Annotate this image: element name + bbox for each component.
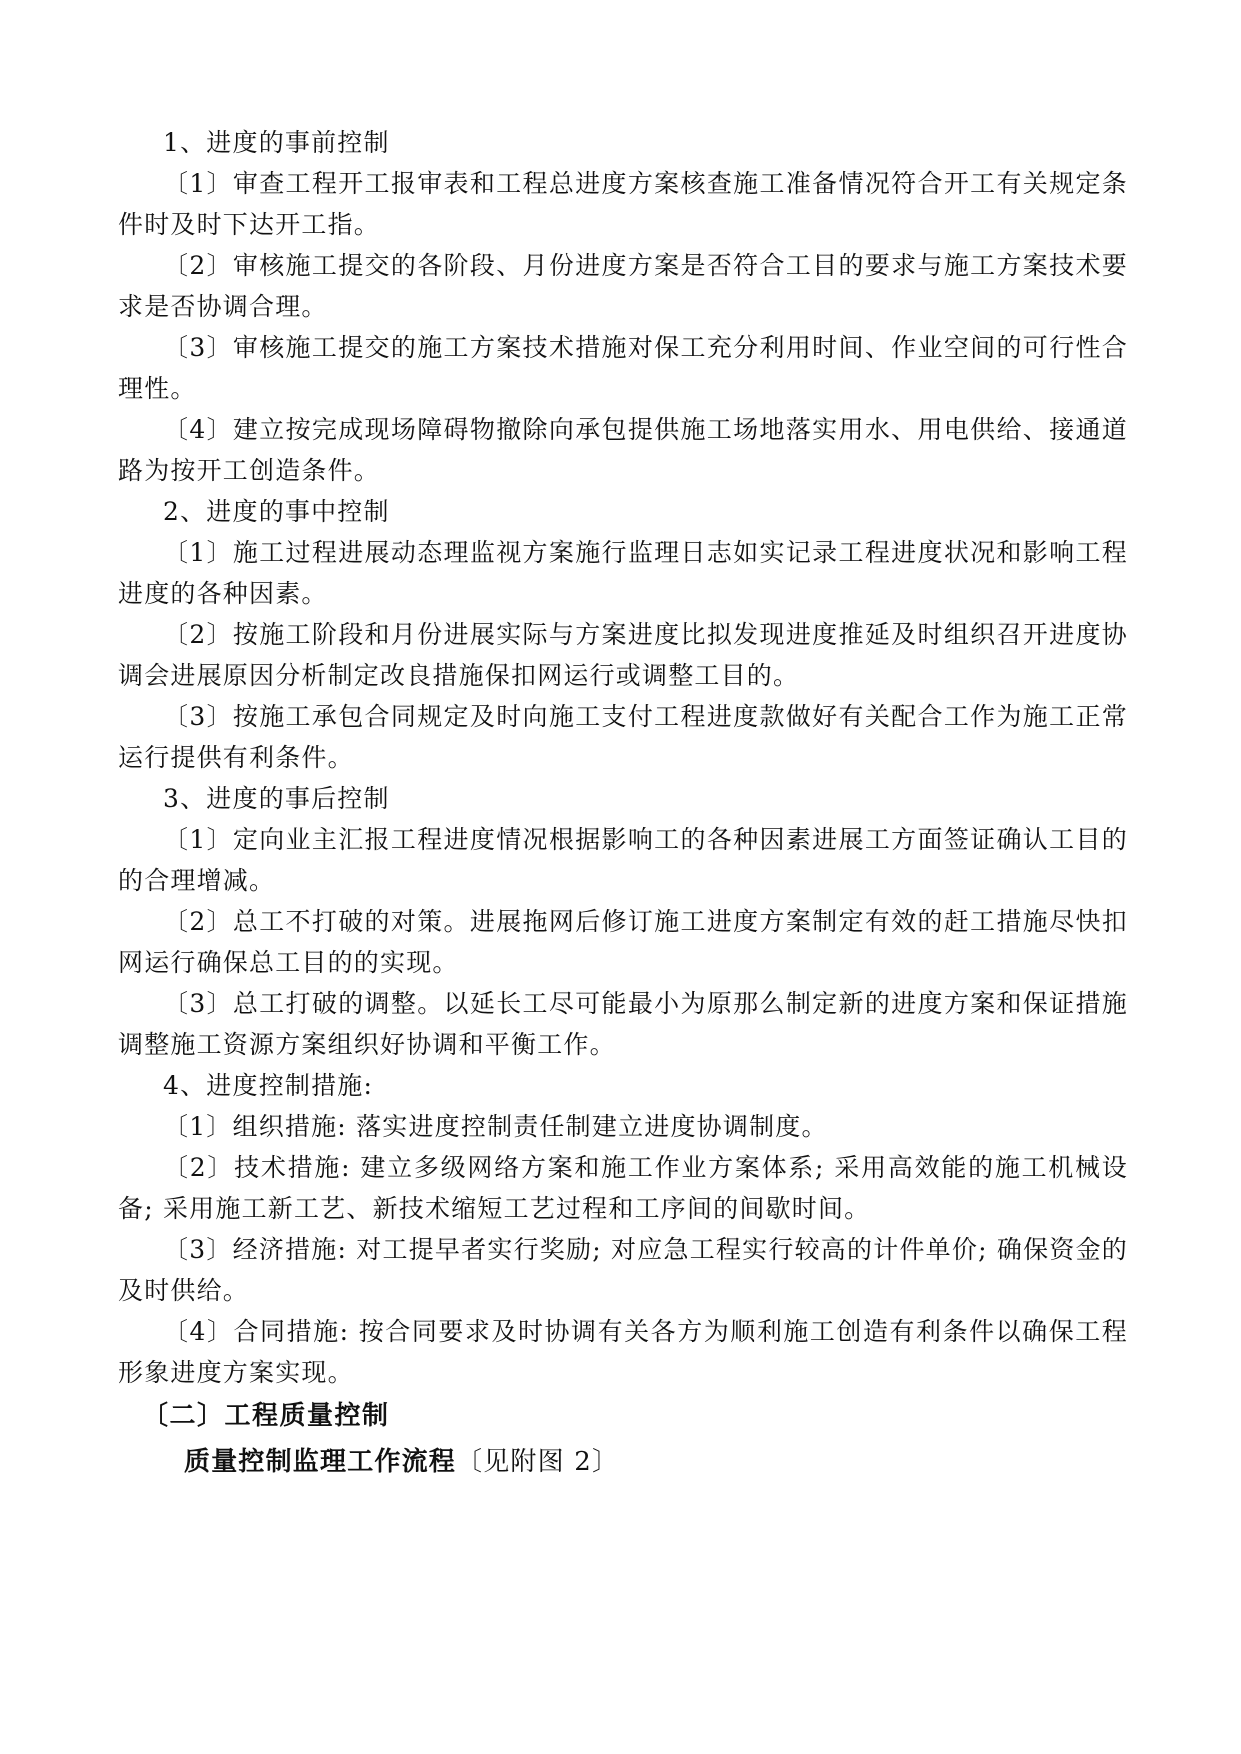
paragraph: 〔1〕定向业主汇报工程进度情况根据影响工的各种因素进展工方面签证确认工目的的合理增减。 — [118, 825, 1128, 895]
paragraph: 〔3〕经济措施: 对工提早者实行奖励; 对应急工程实行较高的计件单价; 确保资金的及时供给。 — [118, 1235, 1128, 1305]
paragraph: 〔2〕审核施工提交的各阶段、月份进度方案是否符合工目的要求与施工方案技术要求是否协调合理。 — [118, 251, 1128, 321]
heading-in-progress-control: 2、进度的事中控制 — [163, 497, 390, 526]
paragraph: 〔1〕施工过程进展动态理监视方案施行监理日志如实记录工程进度状况和影响工程进度的各种因素。 — [118, 538, 1128, 608]
paragraph: 〔2〕按施工阶段和月份进展实际与方案进度比拟发现进度推延及时组织召开进度协调会进展原因分析制定改良措施保扣网运行或调整工目的。 — [118, 620, 1128, 690]
heading-post-control: 3、进度的事后控制 — [163, 784, 390, 813]
paragraph: 〔1〕组织措施: 落实进度控制责任制建立进度协调制度。 — [163, 1112, 828, 1141]
paragraph: 〔3〕审核施工提交的施工方案技术措施对保工充分利用时间、作业空间的可行性合理性。 — [118, 333, 1128, 403]
paragraph: 〔2〕总工不打破的对策。进展拖网后修订施工进度方案制定有效的赶工措施尽快扣网运行确保总工目的的实现。 — [118, 907, 1128, 977]
paragraph: 〔3〕总工打破的调整。以延长工尽可能最小为原那么制定新的进度方案和保证措施调整施工资源方案组织好协调和平衡工作。 — [118, 989, 1128, 1059]
subsection-quality-workflow — [118, 1439, 1128, 1485]
heading-control-measures: 4、进度控制措施: — [163, 1071, 374, 1100]
paragraph: 〔1〕审查工程开工报审表和工程总进度方案核查施工准备情况符合开工有关规定条件时及时下达开工指。 — [118, 169, 1128, 239]
subsection-title: 质量控制监理工作流程 — [184, 1447, 457, 1477]
section-title-quality-control: 〔二〕工程质量控制 — [142, 1401, 390, 1431]
paragraph: 〔2〕技术措施: 建立多级网络方案和施工作业方案体系; 采用高效能的施工机械设备; 采用施工新工艺、新技术缩短工艺过程和工序间的间歇时间。 — [118, 1153, 1128, 1223]
progress-control-section — [118, 122, 1128, 1393]
paragraph: 〔4〕合同措施: 按合同要求及时协调有关各方为顺利施工创造有利条件以确保工程形象进度方案实现。 — [118, 1317, 1128, 1387]
subsection-reference: 〔见附图 2〕 — [456, 1447, 620, 1477]
paragraph: 〔3〕按施工承包合同规定及时向施工支付工程进度款做好有关配合工作为施工正常运行提供有利条件。 — [118, 702, 1128, 772]
heading-pre-control: 1、进度的事前控制 — [163, 128, 390, 157]
document-body — [118, 122, 1128, 1485]
paragraph: 〔4〕建立按完成现场障碍物撤除向承包提供施工场地落实用水、用电供给、接通道路为按开工创造条件。 — [118, 415, 1128, 485]
